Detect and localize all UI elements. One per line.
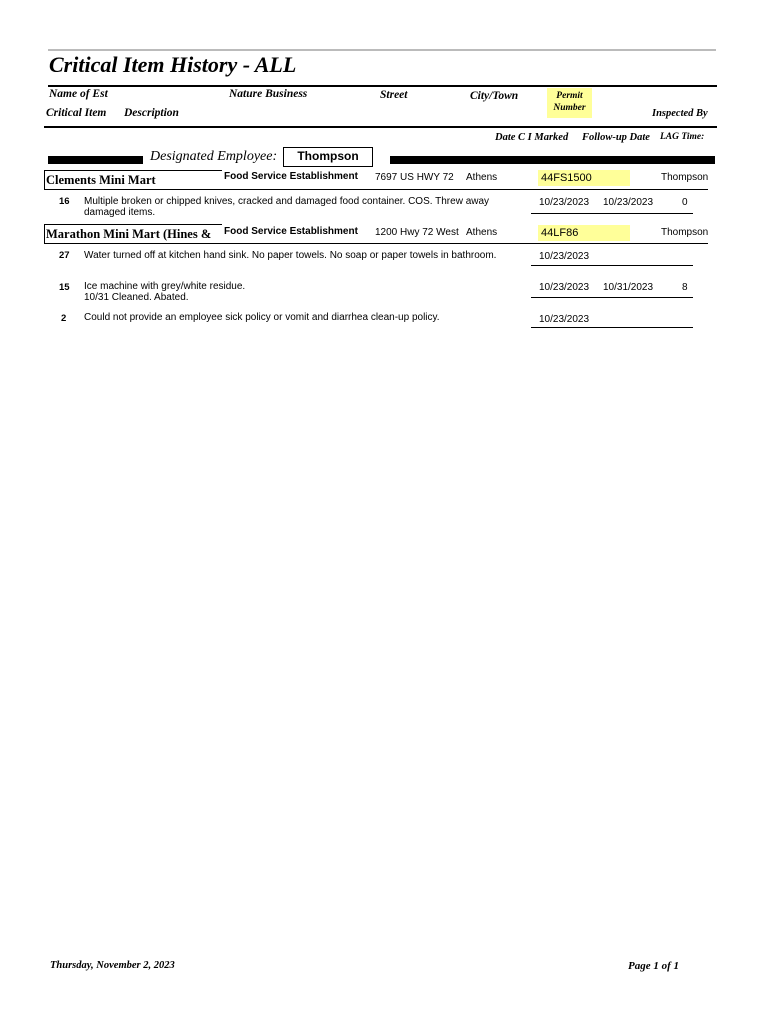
group-bar-right (390, 156, 715, 164)
item-follow-up: 10/23/2023 (603, 197, 654, 208)
item-desc-line2: damaged items. (84, 207, 156, 218)
est-city: Athens (466, 172, 498, 183)
est-name: Clements Mini Mart (44, 170, 222, 190)
item-code: 15 (59, 282, 70, 293)
col-date-ci-marked: Date C I Marked (495, 132, 569, 143)
col-permit-line2: Number (553, 103, 586, 113)
group-employee-box (283, 147, 373, 167)
est-permit (538, 225, 630, 241)
item-date-marked: 10/23/2023 (539, 197, 590, 208)
item-date-marked: 10/23/2023 (539, 314, 590, 325)
col-lag-time: LAG Time: (660, 132, 705, 142)
item-code: 16 (59, 196, 70, 207)
col-name-of-est: Name of Est (49, 88, 108, 100)
group-bar-left (48, 156, 143, 164)
est-permit-value: 44LF86 (541, 227, 579, 239)
top-rule (48, 49, 716, 51)
col-nature-business: Nature Business (229, 88, 308, 100)
item-lag: 8 (682, 282, 688, 293)
col-permit-line1: Permit (556, 91, 583, 101)
col-city-town: City/Town (470, 90, 519, 102)
group-label: Designated Employee: (150, 149, 278, 164)
item-date-marked: 10/23/2023 (539, 251, 590, 262)
item-rule (531, 265, 693, 266)
item-description (84, 250, 524, 261)
item-date-marked: 10/23/2023 (539, 282, 590, 293)
col-street: Street (380, 89, 408, 101)
col-critical-item: Critical Item (46, 107, 107, 119)
col-inspected-by: Inspected By (652, 108, 708, 119)
est-permit (538, 170, 630, 186)
col-follow-up-date: Follow-up Date (582, 132, 650, 143)
item-rule (531, 297, 693, 298)
item-desc-line1: Water turned off at kitchen hand sink. No paper towels. No soap or paper towels in bathroom. (84, 250, 497, 261)
est-street: 1200 Hwy 72 West (375, 227, 459, 238)
group-employee: Thompson (297, 149, 359, 163)
est-nature: Food Service Establishment (224, 226, 358, 237)
item-follow-up: 10/31/2023 (603, 282, 654, 293)
item-desc-line1: Ice machine with grey/white residue. (84, 281, 246, 292)
report-title: Critical Item History - ALL (49, 52, 297, 77)
item-lag: 0 (682, 197, 688, 208)
item-desc-line1: Could not provide an employee sick policy or vomit and diarrhea clean-up policy. (84, 312, 440, 323)
est-nature: Food Service Establishment (224, 171, 358, 182)
item-description (84, 281, 524, 303)
item-rule (531, 213, 693, 214)
est-inspector: Thompson (661, 227, 709, 238)
col-description: Description (124, 107, 179, 119)
est-city: Athens (466, 227, 498, 238)
est-street: 7697 US HWY 72 (375, 172, 454, 183)
header-rule (44, 126, 717, 128)
item-code: 27 (59, 250, 70, 261)
est-name: Marathon Mini Mart (Hines & (44, 224, 222, 244)
est-inspector: Thompson (661, 172, 709, 183)
est-rule (220, 189, 708, 190)
page-number: Page 1 of 1 (628, 960, 680, 972)
item-desc-line1: Multiple broken or chipped knives, cracked and damaged food container. COS. Threw away (84, 196, 490, 207)
item-description (84, 196, 524, 218)
footer-date: Thursday, November 2, 2023 (50, 960, 175, 971)
item-rule (531, 327, 693, 328)
title-rule (48, 85, 717, 87)
est-rule (220, 243, 708, 244)
item-description (84, 312, 524, 323)
item-desc-line2: 10/31 Cleaned. Abated. (84, 292, 189, 303)
item-code: 2 (61, 313, 67, 324)
col-permit-number (547, 88, 592, 118)
est-permit-value: 44FS1500 (541, 172, 592, 184)
